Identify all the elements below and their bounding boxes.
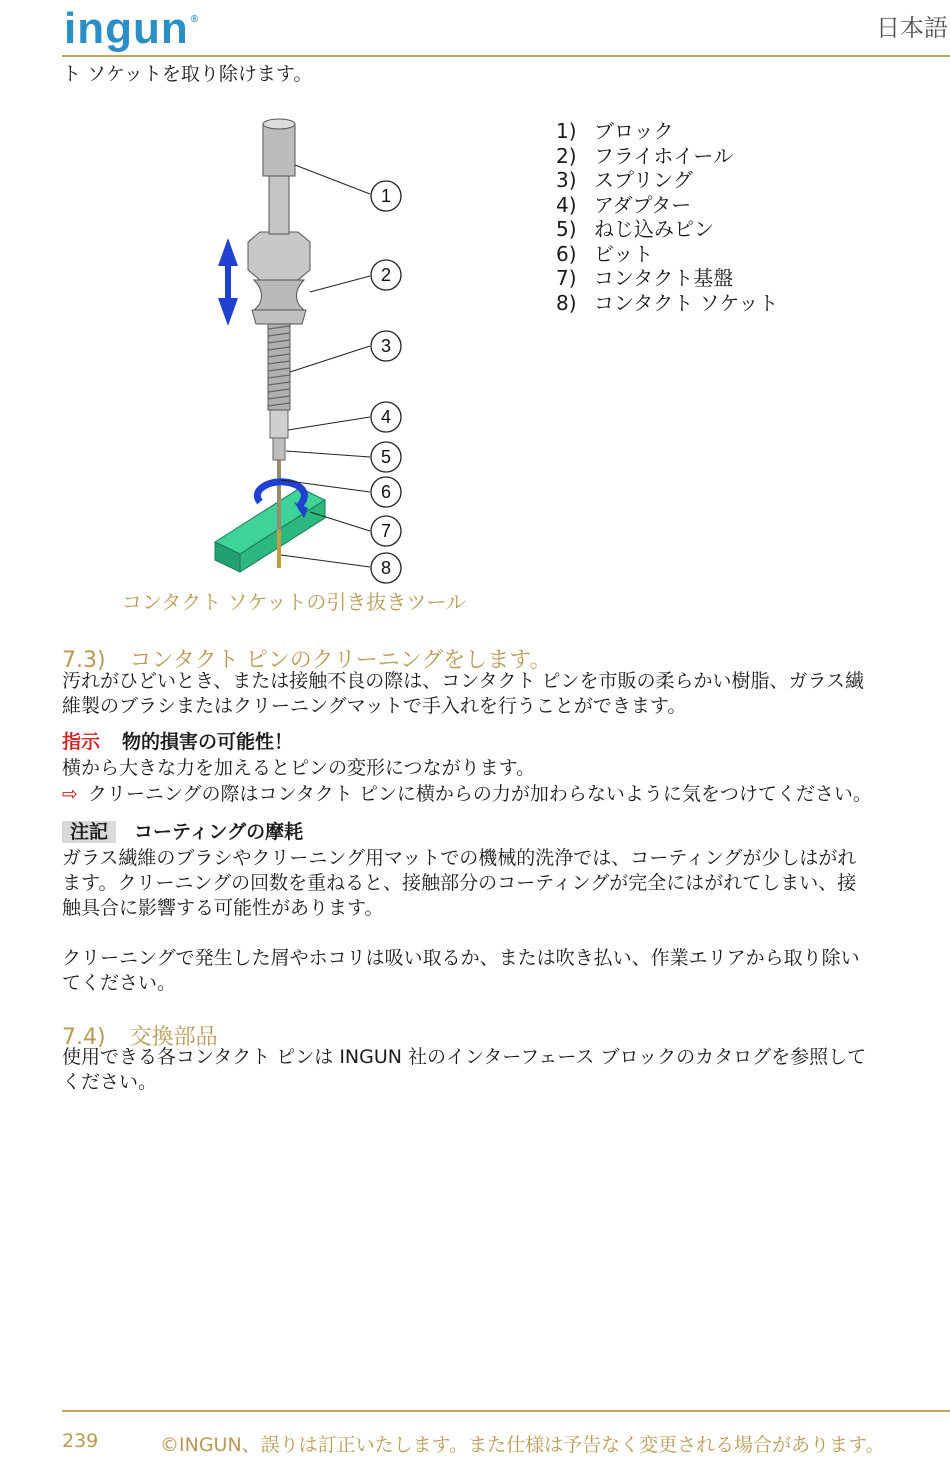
legend-item: 8) コンタクト ソケット: [556, 290, 779, 315]
notice-instruction: ⇨ クリーニングの際はコンタクト ピンに横からの力が加わらないように気をつけてください。: [62, 783, 872, 805]
note-title: コーティングの摩耗: [134, 821, 304, 843]
arrow-right-icon: ⇨: [62, 783, 78, 805]
callout-8: 8: [380, 558, 392, 578]
section-7-3-heading: 7.3) コンタクト ピンのクリーニングをします。: [62, 648, 552, 673]
callout-4: 4: [380, 407, 392, 427]
note-body: ガラス繊維のブラシやクリーニング用マットでの機械的洗浄では、コーティングが少しはがれ ます。クリーニングの回数を重ねると、接触部分のコーティングが完全にはがれてしまい、接 触具合に影響する可能性があります。: [62, 847, 857, 919]
callout-1: 1: [380, 186, 392, 206]
notice-line: 横から大きな力を加えるとピンの変形につながります。: [62, 757, 536, 779]
header-divider: [62, 55, 950, 57]
note-label: 注記: [62, 821, 116, 843]
legend-item: 5) ねじ込みピン: [556, 217, 714, 241]
notice-label: 指示: [62, 731, 101, 753]
section-7-4-body: 使用できる各コンタクト ピンは INGUN 社のインターフェース ブロックのカタログを参照して ください。: [62, 1046, 867, 1093]
legend-item: 3) スプリング: [556, 168, 693, 192]
notice-heading: [62, 730, 293, 755]
callout-7: 7: [380, 521, 392, 541]
callout-5: 5: [380, 447, 392, 467]
figure-caption: コンタクト ソケットの引き抜きツール: [122, 590, 466, 614]
ingun-logo: ingun ®: [64, 4, 200, 53]
copyright-notice: ©INGUN、誤りは訂正いたします。また仕様は予告なく変更される場合があります。: [160, 1434, 885, 1456]
legend-item: 6) ビット: [556, 241, 654, 266]
extraction-tool-figure: [180, 110, 440, 590]
notice-title: 物的損害の可能性！: [122, 731, 294, 753]
note-heading: [62, 820, 303, 845]
page-number: 239: [62, 1430, 99, 1452]
callout-2: 2: [380, 265, 392, 285]
figure-legend: [556, 119, 778, 315]
legend-item: 4) アダプター: [556, 192, 692, 217]
section-7-4-heading: 7.4) 交換部品: [62, 1025, 218, 1050]
callout-3: 3: [380, 336, 392, 356]
intro-line: ト ソケットを取り除けます。: [62, 63, 313, 85]
legend-item: 2) フライホイール: [556, 143, 733, 168]
section-7-3-body: 汚れがひどいとき、または接触不良の際は、コンタクト ピンを市販の柔らかい樹脂、ガラス繊 維製のブラシまたはクリーニングマットで手入れを行うことができます。: [62, 670, 864, 717]
dust-removal-paragraph: クリーニングで発生した屑やホコリは吸い取るか、または吹き払い、作業エリアから取り除い てください。: [62, 947, 860, 994]
legend-item: 1) ブロック: [556, 119, 674, 143]
callout-6: 6: [380, 482, 392, 502]
footer-divider: [62, 1410, 950, 1412]
language-label: 日本語: [876, 14, 948, 42]
legend-item: 7) コンタクト基盤: [556, 266, 734, 290]
